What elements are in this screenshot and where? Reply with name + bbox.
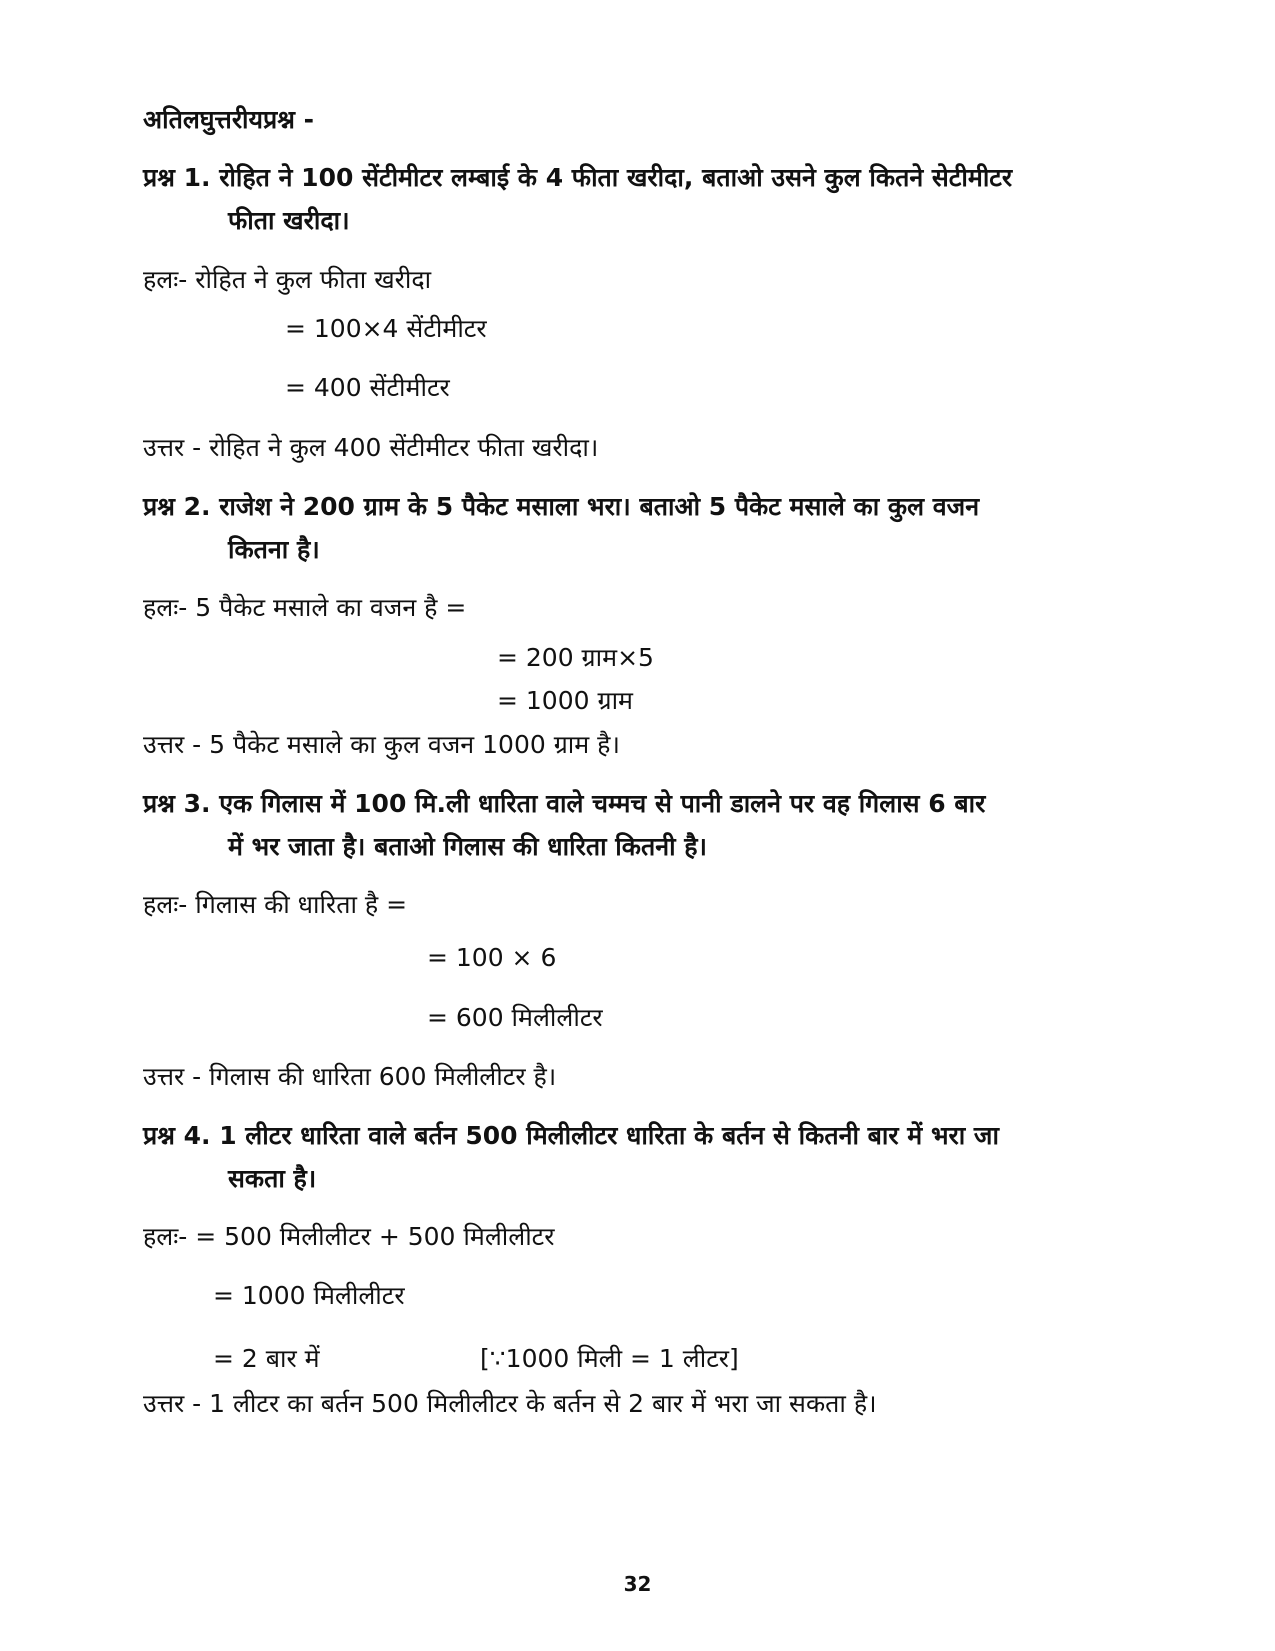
page-number: 32 (623, 1572, 652, 1596)
question-3-cont: में भर जाता है। बताओ गिलास की धारिता कितनी है। (228, 832, 708, 861)
q4-note: [∵1000 मिली = 1 लीटर] (480, 1344, 739, 1373)
q4-solution-line-3: = 2 बार में (213, 1344, 320, 1373)
q4-answer: उत्तर - 1 लीटर का बर्तन 500 मिलीलीटर के बर्तन से 2 बार में भरा जा सकता है। (143, 1389, 877, 1418)
q2-answer: उत्तर - 5 पैकेट मसाले का कुल वजन 1000 ग्राम है। (143, 730, 620, 759)
question-4-cont: सकता है। (228, 1164, 317, 1193)
section-heading: अतिलघुत्तरीयप्रश्न - (143, 105, 315, 134)
q1-solution-line-1: हलः- रोहित ने कुल फीता खरीदा (143, 265, 432, 294)
question-3: प्रश्न 3. एक गिलास में 100 मि.ली धारिता वाले चम्मच से पानी डालने पर वह गिलास 6 बार (143, 789, 986, 818)
q3-solution-line-1: हलः- गिलास की धारिता है = (143, 890, 408, 919)
q3-solution-line-3: = 600 मिलीलीटर (427, 1003, 603, 1032)
question-1: प्रश्न 1. रोहित ने 100 सेंटीमीटर लम्बाई के 4 फीता खरीदा, बताओ उसने कुल कितने सेटीमीटर (143, 163, 1013, 192)
question-1-cont: फीता खरीदा। (228, 206, 350, 235)
q1-answer: उत्तर - रोहित ने कुल 400 सेंटीमीटर फीता खरीदा। (143, 433, 599, 462)
q1-solution-line-2: = 100×4 सेंटीमीटर (285, 314, 487, 343)
q3-solution-line-2: = 100 × 6 (427, 943, 557, 972)
q4-solution-line-2: = 1000 मिलीलीटर (213, 1281, 405, 1310)
question-4: प्रश्न 4. 1 लीटर धारिता वाले बर्तन 500 मिलीलीटर धारिता के बर्तन से कितनी बार में भरा जा (143, 1121, 999, 1150)
q3-answer: उत्तर - गिलास की धारिता 600 मिलीलीटर है। (143, 1062, 557, 1091)
q2-solution-line-3: = 1000 ग्राम (497, 686, 633, 715)
question-2: प्रश्न 2. राजेश ने 200 ग्राम के 5 पैकेट मसाला भरा। बताओ 5 पैकेट मसाले का कुल वजन (143, 492, 980, 521)
question-2-cont: कितना है। (228, 535, 320, 564)
q2-solution-line-2: = 200 ग्राम×5 (497, 643, 654, 672)
q1-solution-line-3: = 400 सेंटीमीटर (285, 373, 450, 402)
q2-solution-line-1: हलः- 5 पैकेट मसाले का वजन है = (143, 593, 467, 622)
q4-solution-line-1: हलः- = 500 मिलीलीटर + 500 मिलीलीटर (143, 1222, 555, 1251)
